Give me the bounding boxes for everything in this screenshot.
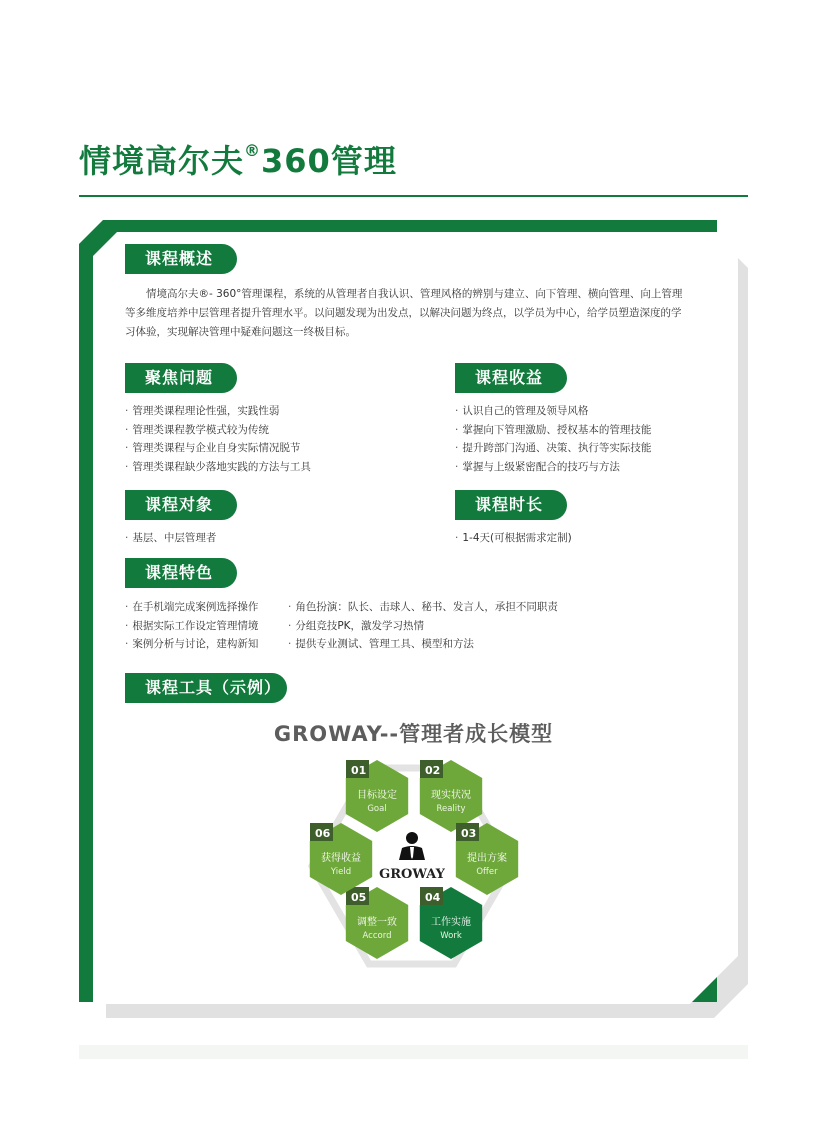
step-label-en: Yield <box>330 867 352 877</box>
step-label-en: Offer <box>476 867 498 877</box>
model-title: GROWAY--管理者成长模型 <box>273 722 554 746</box>
list-item: · 根据实际工作设定管理情境 <box>125 617 258 636</box>
list-item: · 基层、中层管理者 <box>125 529 216 548</box>
list-item: · 1-4天(可根据需求定制) <box>455 529 572 548</box>
step-label-zh: 获得收益 <box>321 853 361 864</box>
gains-list <box>455 402 651 476</box>
list-item: · 认识自己的管理及领导风格 <box>455 402 651 421</box>
hex-step-accord <box>346 887 408 959</box>
step-label-zh: 工作实施 <box>431 917 471 928</box>
list-item: · 管理类课程教学模式较为传统 <box>125 421 311 440</box>
step-number: 05 <box>351 891 367 904</box>
list-item: · 在手机端完成案例选择操作 <box>125 598 258 617</box>
groway-center-label: GROWAY <box>379 867 445 882</box>
step-label-en: Goal <box>367 804 387 814</box>
section-duration-heading: 课程时长 <box>455 490 567 520</box>
list-item: · 案例分析与讨论，建构新知 <box>125 635 258 654</box>
hex-step-reality <box>420 760 482 832</box>
section-audience-heading: 课程对象 <box>125 490 237 520</box>
step-number: 01 <box>351 764 367 777</box>
step-label-zh: 调整一致 <box>357 917 397 928</box>
person-icon <box>399 832 425 860</box>
overview-paragraph: 情境高尔夫®- 360°管理课程，系统的从管理者自我认识、管理风格的辨别与建立、向下管理、横向管理、向上管理等多维度培养中层管理者提升管理水平。以问题发现为出发点，以解决问题为终点，以学员为中心，给学员塑造深度的学习体验，实现解决管理中疑难问题这一终极目标。 <box>125 288 683 338</box>
hex-step-offer <box>456 823 518 895</box>
list-item: · 掌握与上级紧密配合的技巧与方法 <box>455 458 651 477</box>
title-divider <box>79 195 748 197</box>
step-label-zh: 目标设定 <box>357 790 397 801</box>
duration-list <box>455 529 572 548</box>
list-item: · 分组竞技PK，激发学习热情 <box>288 617 558 636</box>
step-label-en: Work <box>440 931 462 941</box>
section-gains-heading: 课程收益 <box>455 363 567 393</box>
section-focus-heading: 聚焦问题 <box>125 363 237 393</box>
list-item: · 管理类课程理论性强，实践性弱 <box>125 402 311 421</box>
step-label-en: Accord <box>362 931 392 941</box>
groway-model-diagram <box>295 752 531 978</box>
list-item: · 提升跨部门沟通、决策、执行等实际技能 <box>455 439 651 458</box>
step-label-zh: 现实状况 <box>431 790 471 801</box>
page-title: 情境高尔夫®360管理 <box>79 141 397 180</box>
step-number: 03 <box>461 827 477 840</box>
features-list-left <box>125 598 258 654</box>
list-item: · 提供专业测试、管理工具、模型和方法 <box>288 635 558 654</box>
step-number: 06 <box>315 827 331 840</box>
features-list-right <box>288 598 558 654</box>
bottom-strip <box>79 1045 748 1059</box>
step-number: 04 <box>425 891 441 904</box>
section-overview-heading: 课程概述 <box>125 244 237 274</box>
list-item: · 管理类课程缺少落地实践的方法与工具 <box>125 458 311 477</box>
step-number: 02 <box>425 764 441 777</box>
list-item: · 管理类课程与企业自身实际情况脱节 <box>125 439 311 458</box>
audience-list <box>125 529 216 548</box>
list-item: · 角色扮演：队长、击球人、秘书、发言人，承担不同职责 <box>288 598 558 617</box>
list-item: · 掌握向下管理激励、授权基本的管理技能 <box>455 421 651 440</box>
section-features-heading: 课程特色 <box>125 558 237 588</box>
section-tools-heading: 课程工具（示例） <box>125 673 287 703</box>
hex-step-work <box>420 887 482 959</box>
focus-list <box>125 402 311 476</box>
step-label-zh: 提出方案 <box>467 853 507 864</box>
step-label-en: Reality <box>436 804 466 814</box>
